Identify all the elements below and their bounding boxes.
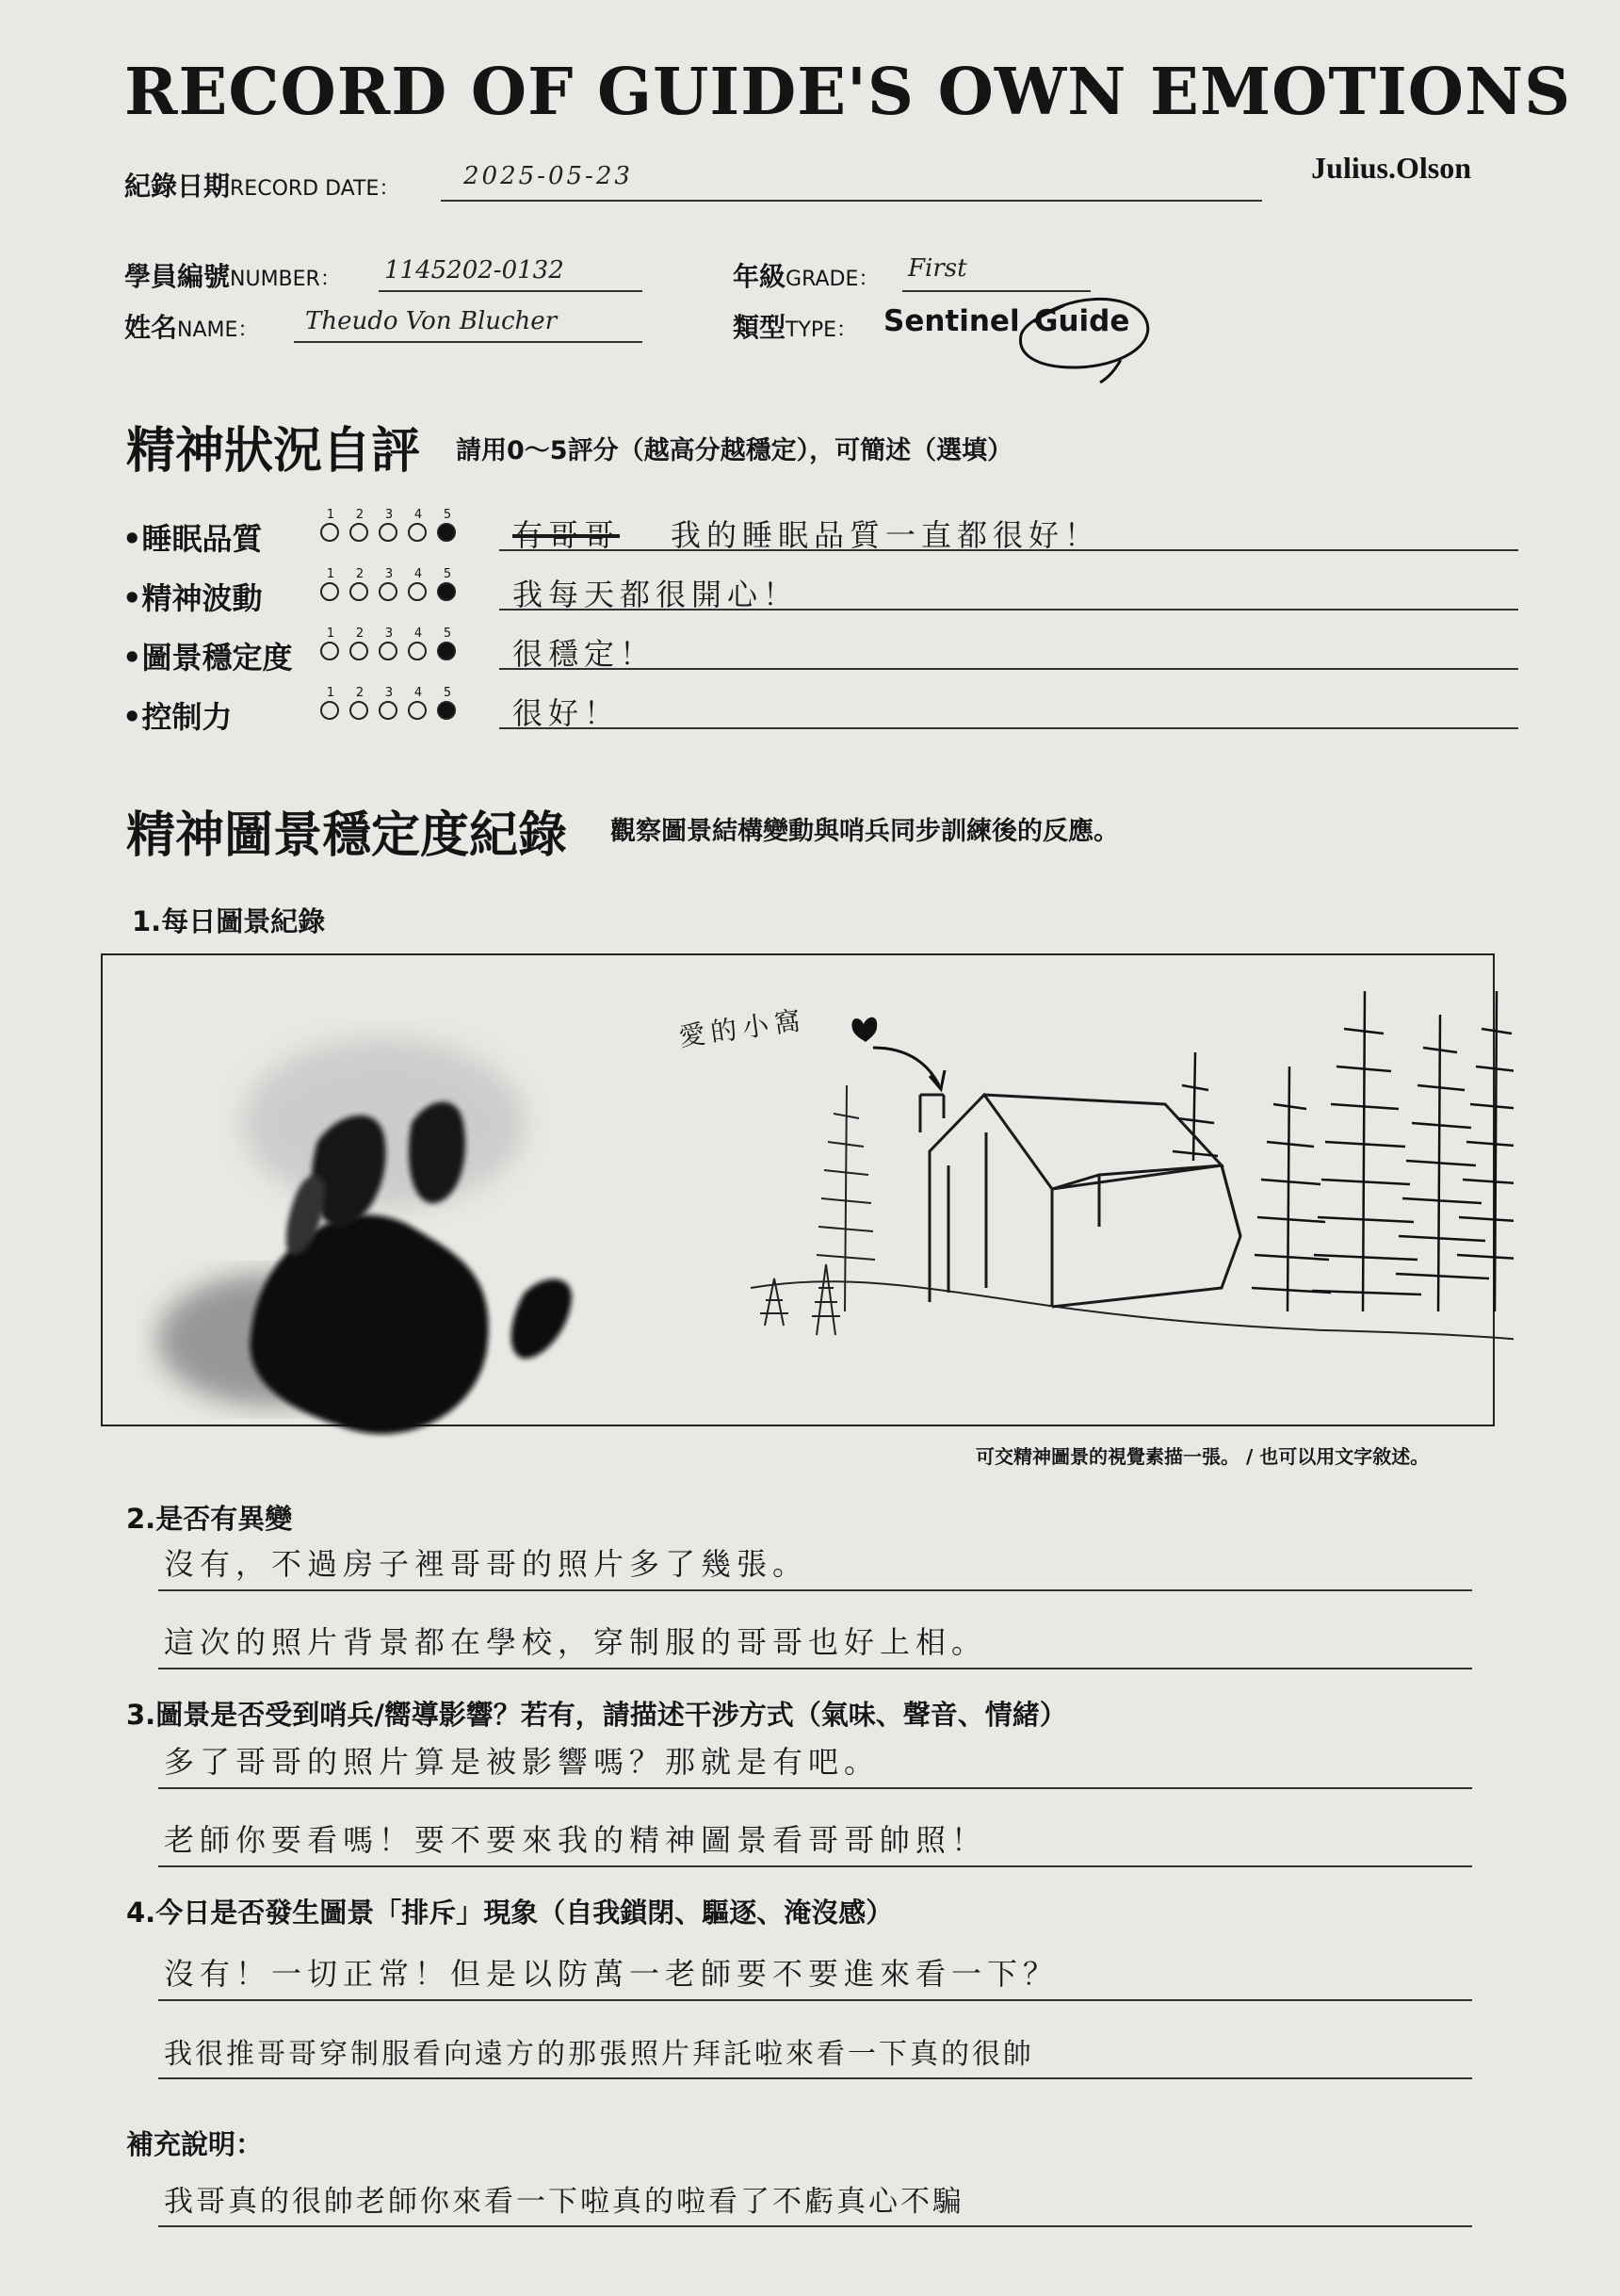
record-date-field[interactable]: 2025-05-23 <box>441 158 1262 202</box>
rating-comment-field[interactable]: 很穩定！ <box>499 630 1518 670</box>
rating-comment-field[interactable]: 我每天都很開心！ <box>499 571 1518 611</box>
page-title: RECORD OF GUIDE'S OWN EMOTIONS <box>124 55 1572 130</box>
question-1: 1.每日圖景紀錄 <box>132 905 326 937</box>
grade-field[interactable]: First <box>902 252 1091 292</box>
self-eval-heading: 精神狀況自評 <box>126 422 421 480</box>
type-label: 類型TYPE： <box>733 312 858 343</box>
supplement-line-1[interactable]: 我哥真的很帥老師你來看一下啦真的啦看了不虧真心不騙 <box>158 2176 1472 2227</box>
type-option-guide[interactable]: Guide <box>1034 304 1130 338</box>
struck-text: 有哥哥 <box>512 517 621 553</box>
name-label: 姓名NAME： <box>124 312 259 343</box>
answer-2-line-2[interactable]: 這次的照片背景都在學校，穿制服的哥哥也好上相。 <box>158 1619 1472 1669</box>
rating-label: •圖景穩定度 <box>122 640 293 676</box>
answer-2-line-1[interactable]: 沒有，不過房子裡哥哥的照片多了幾張。 <box>158 1540 1472 1591</box>
paw-print-icon <box>157 1038 572 1434</box>
rating-dots[interactable]: 1 2 3 4 5 <box>318 508 460 546</box>
type-option-sentinel[interactable]: Sentinel <box>883 304 1020 338</box>
rating-row-sleep <box>122 504 1516 564</box>
sketch-label: 愛的小窩 <box>676 1003 808 1053</box>
answer-3-line-2[interactable]: 老師你要看嗎！要不要來我的精神圖景看哥哥帥照！ <box>158 1816 1472 1867</box>
rating-row-mental <box>122 563 1516 624</box>
rating-label: •睡眠品質 <box>122 521 263 557</box>
supplement-label: 補充說明： <box>126 2128 264 2160</box>
rating-row-control <box>122 682 1516 742</box>
sketch-caption: 可交精神圖景的視覺素描一張。 / 也可以用文字敘述。 <box>976 1445 1430 1468</box>
rating-row-landscape <box>122 623 1516 683</box>
rating-label: •精神波動 <box>122 580 263 616</box>
answer-4-line-1[interactable]: 沒有！一切正常！但是以防萬一老師要不要進來看一下？ <box>158 1950 1472 2001</box>
grade-label: 年級GRADE： <box>733 261 880 292</box>
answer-3-line-1[interactable]: 多了哥哥的照片算是被影響嗎？那就是有吧。 <box>158 1738 1472 1789</box>
stability-heading: 精神圖景穩定度紀錄 <box>126 806 568 864</box>
author-name: Julius.Olson <box>1311 151 1471 185</box>
question-4: 4.今日是否發生圖景「排斥」現象（自我鎖閉、驅逐、淹沒感） <box>126 1897 894 1929</box>
rating-dots[interactable]: 1 2 3 4 5 <box>318 627 460 664</box>
heart-icon <box>851 1018 877 1042</box>
rating-dots[interactable]: 1 2 3 4 5 <box>318 686 460 724</box>
number-label: 學員編號NUMBER： <box>124 261 341 292</box>
rating-dots[interactable]: 1 2 3 4 5 <box>318 567 460 605</box>
number-field[interactable]: 1145202-0132 <box>379 252 642 292</box>
self-eval-note: 請用0～5評分（越高分越穩定），可簡述（選填） <box>456 436 1013 465</box>
question-2: 2.是否有異變 <box>126 1503 293 1535</box>
name-field[interactable]: Theudo Von Blucher <box>294 301 642 343</box>
answer-4-line-2[interactable]: 我很推哥哥穿制服看向遠方的那張照片拜託啦來看一下真的很帥 <box>158 2028 1472 2079</box>
rating-comment-field[interactable]: 很好！ <box>499 690 1518 729</box>
record-date-label: 紀錄日期RECORD DATE： <box>124 171 400 202</box>
rating-label: •控制力 <box>122 699 233 735</box>
rating-comment-field[interactable]: 有哥哥 我的睡眠品質一直都很好！ <box>499 512 1518 551</box>
selection-circle-icon <box>998 273 1158 396</box>
question-3: 3.圖景是否受到哨兵/嚮導影響？若有，請描述干涉方式（氣味、聲音、情緒） <box>126 1699 1067 1731</box>
stability-note: 觀察圖景結構變動與哨兵同步訓練後的反應。 <box>610 817 1119 846</box>
